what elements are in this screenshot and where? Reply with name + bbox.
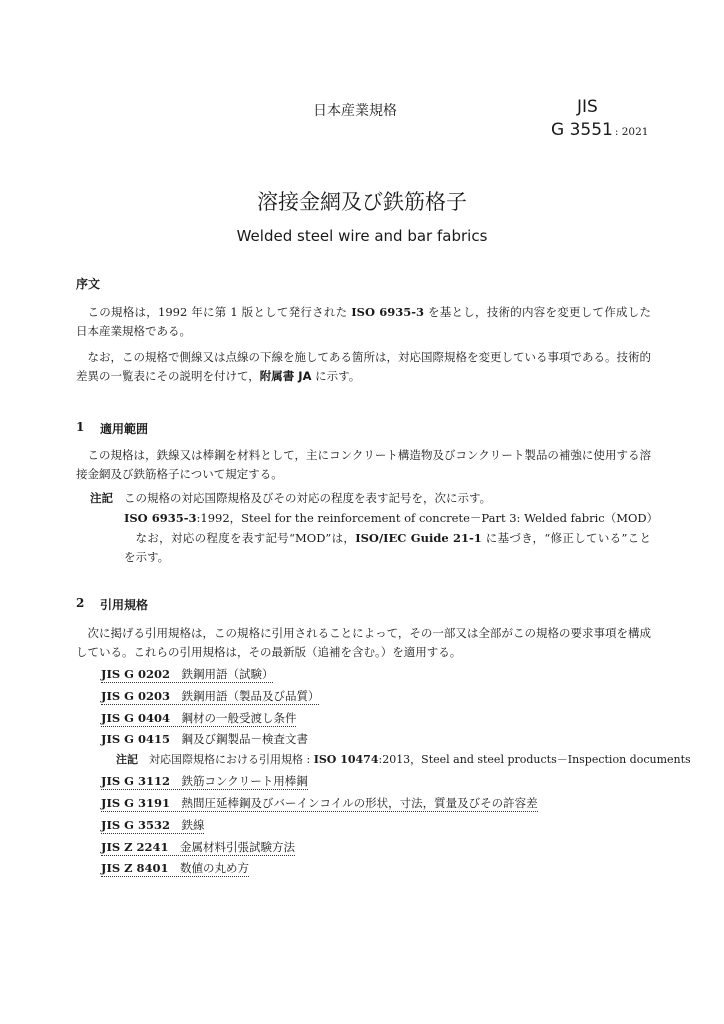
standard-year: : 2021 <box>614 126 649 138</box>
preface-paragraph-2 <box>76 348 651 386</box>
preface-p2-text-c: に示す。 <box>311 369 361 383</box>
section-1-note-text: この規格の対応国際規格及びその対応の程度を表す記号を，次に示す。 <box>124 491 492 505</box>
reference-title: 熱間圧延棒鋼及びバーインコイルの形状，寸法，質量及びその許容差 <box>181 796 538 810</box>
section-2-title: 引用規格 <box>100 598 149 612</box>
mod-text-c: に基づき，“修正している”ことを示す。 <box>124 531 651 564</box>
document-type-label: 日本産業規格 <box>313 103 397 119</box>
reference-item <box>101 688 319 704</box>
title-japanese: 溶接金網及び鉄筋格子 <box>257 190 467 214</box>
reference-item <box>101 860 249 876</box>
standard-number <box>551 120 648 140</box>
section-1-note-label: 注記 <box>90 491 113 505</box>
reference-code: JIS Z 8401 <box>101 861 169 875</box>
section-2-body: 次に掲げる引用規格は，この規格に引用されることによって，その一部又は全部がこの規格の要求事項を構成している。これらの引用規格は，その最新版（追補を含む。）を適用する。 <box>76 626 651 659</box>
preface-p2-annex: 附属書 JA <box>259 369 312 383</box>
reference-item <box>101 795 538 811</box>
section-1-iso-reference <box>124 510 658 526</box>
reference-title: 数値の丸め方 <box>180 861 250 875</box>
reference-title: 鋼材の一般受渡し条件 <box>181 711 297 725</box>
preface-paragraph-1 <box>76 303 651 341</box>
reference-code: JIS G 3532 <box>101 818 170 832</box>
reference-title: 鋼及び鋼製品－検査文書 <box>181 732 308 746</box>
iso-ref-rest: :1992，Steel for the reinforcement of concrete－Part 3: Welded fabric（MOD） <box>196 511 659 525</box>
reference-item <box>101 666 273 682</box>
standard-code: G 3551 <box>551 120 613 140</box>
preface-heading: 序文 <box>76 277 101 291</box>
section-2-number: 2 <box>76 596 85 610</box>
reference-code: JIS G 0404 <box>101 711 170 725</box>
iso-ref-code: ISO 6935-3 <box>124 511 197 525</box>
jis-label: JIS <box>577 97 598 117</box>
reference-note-label: 注記 <box>116 753 138 766</box>
reference-item <box>101 710 296 726</box>
reference-code: JIS G 0203 <box>101 689 170 703</box>
reference-item <box>101 773 308 789</box>
reference-note-text-a: 対応国際規格における引用規格 : <box>149 753 314 766</box>
reference-code: JIS G 0202 <box>101 667 170 681</box>
reference-item <box>101 817 204 833</box>
reference-title: 鉄筋コンクリート用棒鋼 <box>181 774 308 788</box>
reference-note-text-c: :2013，Steel and steel products－Inspection documents <box>378 753 691 766</box>
reference-title: 金属材料引張試験方法 <box>180 840 296 854</box>
reference-title: 鉄鋼用語（製品及び品質） <box>181 689 320 703</box>
preface-p1-text-a: この規格は，1992 年に第 1 版として発行された <box>87 305 352 319</box>
section-1-number: 1 <box>76 420 85 434</box>
reference-note-iso: ISO 10474 <box>313 753 379 766</box>
section-1-mod-note <box>124 529 651 567</box>
section-1-title: 適用範囲 <box>100 422 149 436</box>
reference-title: 鉄線 <box>181 818 205 832</box>
reference-item <box>101 731 308 747</box>
title-english: Welded steel wire and bar fabrics <box>236 227 488 245</box>
reference-code: JIS G 0415 <box>101 732 170 746</box>
section-1-body: この規格は，鉄線又は棒鋼を材料として，主にコンクリート構造物及びコンクリート製品の補強に使用する溶接金網及び鉄筋格子について規定する。 <box>76 448 651 481</box>
mod-text-a: なお，対応の程度を表す記号“MOD”は， <box>135 531 356 545</box>
preface-p1-iso: ISO 6935-3 <box>351 305 425 319</box>
preface-p1-text-b: を基とし，技術的内容を変更して作成した日本産業規格である。 <box>76 305 651 338</box>
reference-note <box>116 751 691 767</box>
mod-guide: ISO/IEC Guide 21-1 <box>355 531 482 545</box>
preface-p2-text-a: なお，この規格で側線又は点線の下線を施してある箇所は，対応国際規格を変更している事項である。技術的差異の一覧表にその説明を付けて， <box>76 350 651 383</box>
reference-code: JIS G 3112 <box>101 774 170 788</box>
reference-title: 鉄鋼用語（試験） <box>181 667 274 681</box>
reference-code: JIS G 3191 <box>101 796 170 810</box>
reference-item <box>101 839 295 855</box>
reference-code: JIS Z 2241 <box>101 840 169 854</box>
